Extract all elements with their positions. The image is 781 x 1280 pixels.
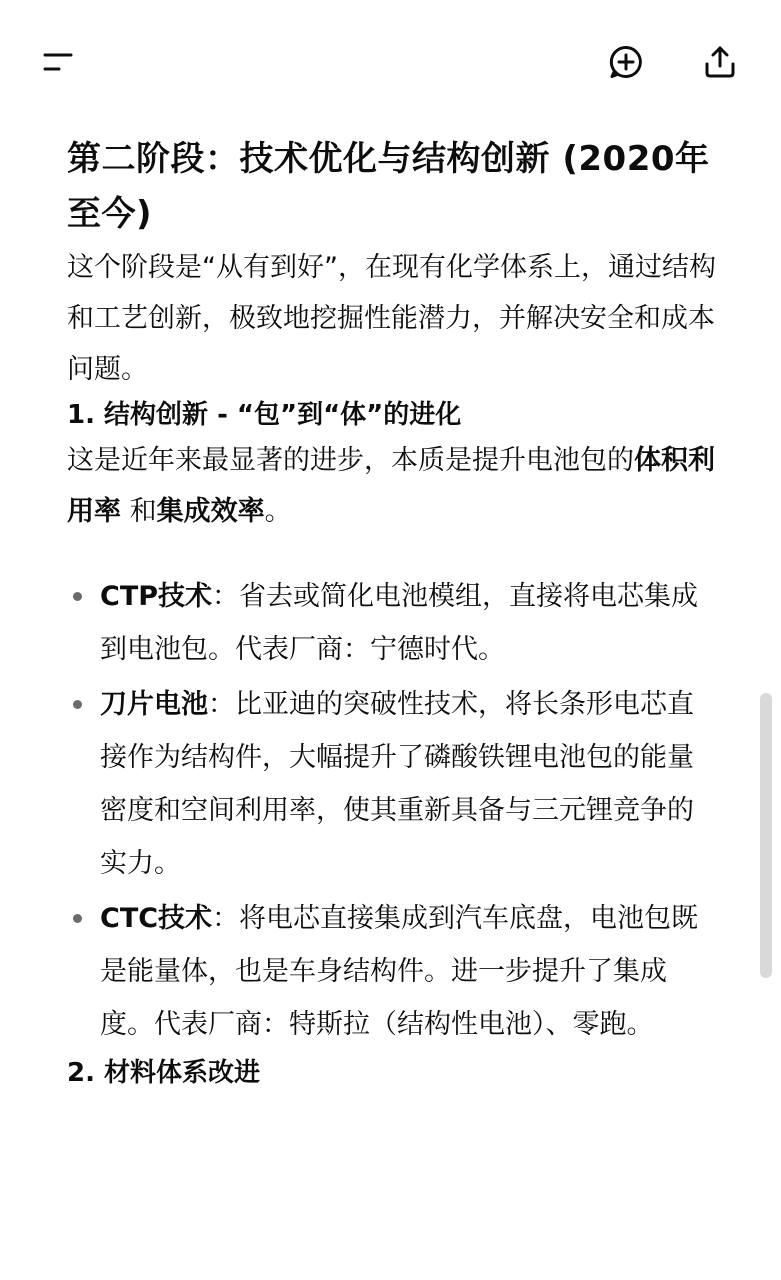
bullet-list — [67, 570, 717, 1051]
subheading-structure-innovation: 1. 结构创新 - “包”到“体”的进化 — [67, 400, 462, 430]
message-content — [67, 132, 717, 1093]
paragraph-text: 。 — [264, 496, 292, 527]
list-item — [67, 892, 717, 1051]
share-upload-icon — [702, 44, 738, 80]
new-chat-plus-circle-icon — [608, 44, 644, 80]
paragraph-text: 和 — [121, 496, 157, 527]
bullet-text: ：将电芯直接集成到汽车底盘，电池包既是能量体，也是车身结构件。进一步提升了集成度。代表厂商：特斯拉（结构性电池）、零跑。 — [100, 903, 699, 1040]
bullet-term: 刀片电池 — [100, 689, 208, 720]
new-chat-button[interactable] — [598, 34, 654, 90]
menu-icon — [42, 46, 74, 78]
bullet-term: CTP技术 — [100, 581, 213, 612]
top-toolbar — [0, 0, 781, 120]
bullet-dot-icon — [73, 914, 82, 923]
bullet-dot-icon — [73, 592, 82, 601]
bullet-text: ：省去或简化电池模组，直接将电芯集成到电池包。代表厂商：宁德时代。 — [100, 581, 699, 665]
bullet-text: ：比亚迪的突破性技术，将长条形电芯直接作为结构件，大幅提升了磷酸铁锂电池包的能量密度和空间利用率，使其重新具备与三元锂竞争的实力。 — [100, 689, 694, 879]
scrollbar[interactable] — [760, 693, 772, 978]
menu-button[interactable] — [30, 34, 86, 90]
intro-paragraph: 这个阶段是“从有到好”，在现有化学体系上，通过结构和工艺创新，极致地挖掘性能潜力，并解决安全和成本问题。 — [67, 252, 716, 385]
bullet-dot-icon — [73, 700, 82, 709]
section-title: 第二阶段：技术优化与结构创新 (2020年至今) — [67, 139, 710, 234]
bold-term-integration-efficiency: 集成效率 — [156, 496, 265, 527]
bold-term-volume-utilization: 体积利用率 — [67, 445, 715, 527]
paragraph-text: 这是近年来最显著的进步，本质是提升电池包的 — [67, 445, 634, 476]
bullet-term: CTC技术 — [100, 903, 213, 934]
list-item — [67, 570, 717, 676]
subheading-material-system: 2. 材料体系改进 — [67, 1058, 261, 1088]
list-item — [67, 678, 717, 890]
structure-paragraph — [67, 435, 717, 537]
share-button[interactable] — [692, 34, 748, 90]
